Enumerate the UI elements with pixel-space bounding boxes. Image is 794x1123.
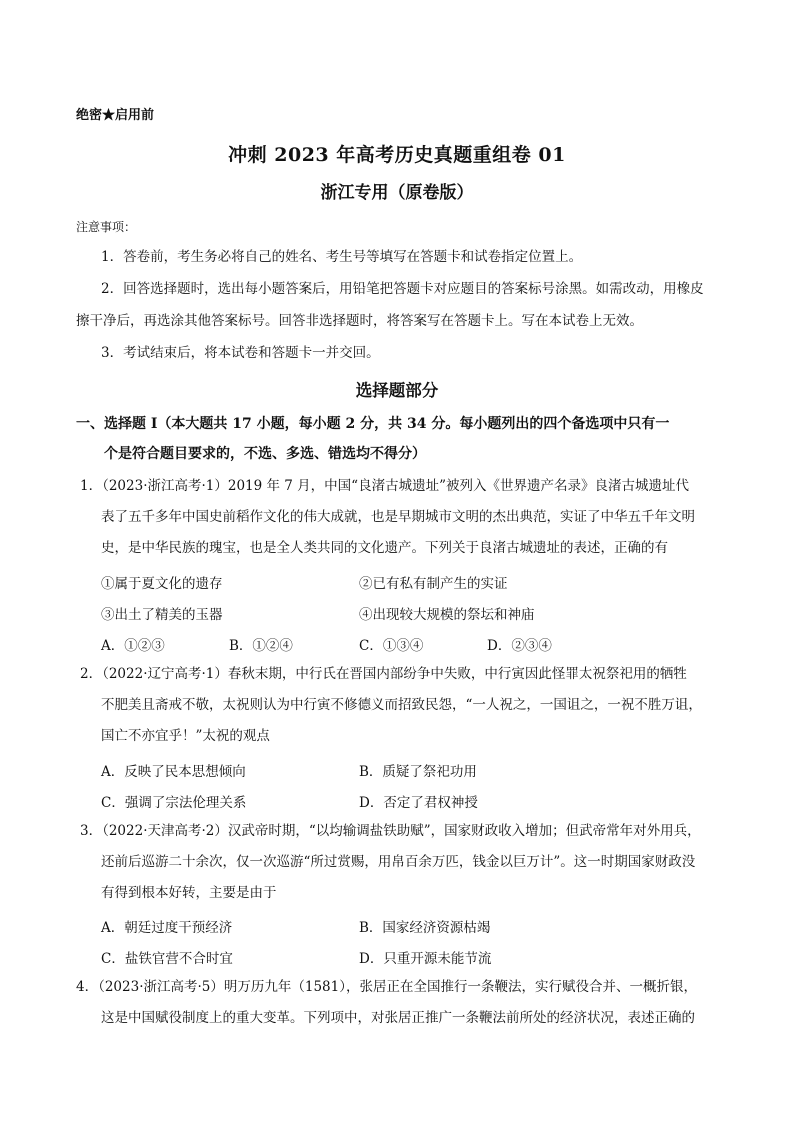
section-instruction-line2: 个是符合题目要求的，不选、多选、错选均不得分）	[104, 446, 426, 462]
note-item-2-cont: 擦干净后，再选涂其他答案标号。回答非选择题时，将答案写在答题卡上。写在本试卷上无效。	[76, 313, 643, 329]
q2-line-1: 2．（2022·辽宁高考·1）春秋末期，中行氏在晋国内部纷争中失败，中行寅因此怪罪太祝祭祀用的牺牲	[80, 666, 687, 682]
q1-option-b[interactable]: B．①②④	[229, 638, 293, 654]
secret-label: 绝密★启用前	[76, 108, 155, 123]
q3-line-2: 还前后巡游二十余次，仅一次巡游“所过赏赐，用帛百余万匹，钱金以巨万计”。这一时期国家财政没	[101, 854, 696, 870]
notes-heading: 注意事项：	[76, 220, 137, 234]
q3-option-b[interactable]: B．国家经济资源枯竭	[359, 920, 491, 936]
q3-option-d[interactable]: D．只重开源未能节流	[359, 951, 492, 967]
q2-line-3: 国亡不亦宜乎！”太祝的观点	[101, 728, 270, 744]
q1-option-c[interactable]: C．①③④	[359, 638, 424, 654]
q1-statement-2: ②已有私有制产生的实证	[359, 576, 508, 592]
q2-option-d[interactable]: D．否定了君权神授	[359, 795, 478, 811]
q2-option-c[interactable]: C．强调了宗法伦理关系	[101, 795, 247, 811]
note-item-1: 1．答卷前，考生务必将自己的姓名、考生号等填写在答题卡和试卷指定位置上。	[101, 249, 583, 265]
q3-option-c[interactable]: C．盐铁官营不合时宜	[101, 951, 233, 967]
section-instruction-line1: 一、选择题 I（本大题共 17 小题，每小题 2 分，共 34 分。每小题列出的四个备选项中只有一	[76, 416, 670, 432]
q2-option-a[interactable]: A．反映了民本思想倾向	[101, 764, 246, 780]
q1-statement-4: ④出现较大规模的祭坛和神庙	[359, 607, 535, 623]
q3-option-a[interactable]: A．朝廷过度干预经济	[101, 920, 233, 936]
q3-line-1: 3．（2022·天津高考·2）汉武帝时期，“以均输调盐铁助赋”，国家财政收入增加；但武帝常年对外用兵，	[80, 823, 701, 839]
q1-line-1: 1．（2023·浙江高考·1）2019 年 7 月，中国“良渚古城遗址”被列入《世界遗产名录》良渚古城遗址代	[80, 478, 689, 494]
q4-line-2: 这是中国赋役制度上的重大变革。下列项中，对张居正推广一条鞭法前所处的经济状况，表述正确的	[101, 1010, 695, 1026]
section-title: 选择题部分	[355, 381, 439, 400]
q1-statement-1: ①属于夏文化的遗存	[101, 576, 223, 592]
q2-line-2: 不肥美且斋戒不敬，太祝则认为中行寅不修德义而招致民怨，“一人祝之，一国诅之，一祝不胜万诅，	[101, 697, 702, 713]
q1-option-d[interactable]: D．②③④	[487, 638, 552, 654]
q1-statement-3: ③出土了精美的玉器	[101, 607, 223, 623]
q4-line-1: 4．（2023·浙江高考·5）明万历九年（1581），张居正在全国推行一条鞭法，实行赋役合并、一概折银，	[76, 979, 697, 995]
q1-line-2: 表了五千多年中国史前稻作文化的伟大成就，也是早期城市文明的杰出典范，实证了中华五千年文明	[101, 509, 695, 525]
note-item-2: 2．回答选择题时，选出每小题答案后，用铅笔把答题卡对应题目的答案标号涂黑。如需改动，用橡皮	[101, 281, 704, 297]
note-item-3: 3．考试结束后，将本试卷和答题卡一并交回。	[101, 345, 380, 361]
q3-line-3: 有得到根本好转，主要是由于	[101, 885, 277, 901]
q1-option-a[interactable]: A．①②③	[101, 638, 165, 654]
q2-option-b[interactable]: B．质疑了祭祀功用	[359, 764, 477, 780]
page-subtitle: 浙江专用（原卷版）	[320, 183, 474, 203]
q1-line-3: 史，是中华民族的瑰宝，也是全人类共同的文化遗产。下列关于良渚古城遗址的表述，正确的有	[101, 540, 668, 556]
page-title: 冲刺 2023 年高考历史真题重组卷 01	[228, 144, 566, 166]
